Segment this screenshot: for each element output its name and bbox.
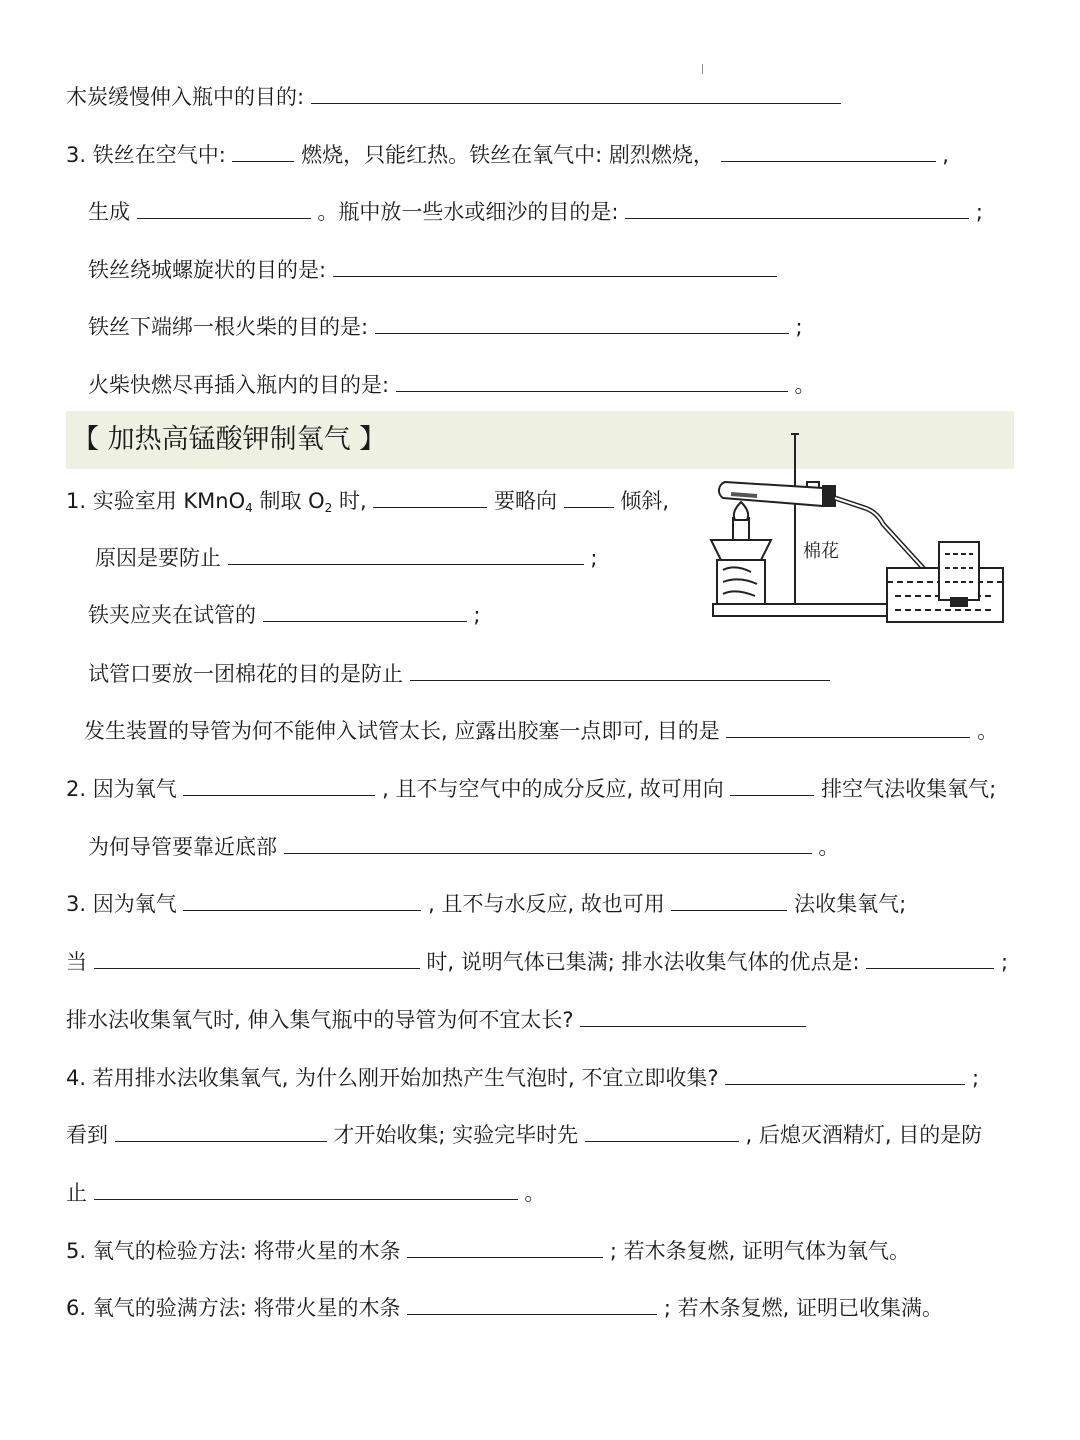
answer-blank[interactable] (137, 196, 311, 219)
line-text: 木炭缓慢伸入瓶中的目的: (66, 85, 305, 109)
cotton-label: 棉花 (803, 541, 839, 561)
line-text: 制取 O (252, 489, 325, 513)
q2-line-1 (66, 773, 996, 803)
answer-blank[interactable] (115, 1119, 327, 1142)
answer-blank[interactable] (564, 485, 614, 508)
answer-blank[interactable] (284, 831, 812, 854)
line-text: ; (590, 546, 598, 570)
line-text: 要略向 (494, 489, 558, 513)
answer-blank[interactable] (866, 946, 994, 969)
answer-blank[interactable] (311, 81, 841, 104)
answer-blank[interactable] (228, 542, 584, 565)
charcoal-purpose-line (66, 81, 841, 111)
answer-blank[interactable] (580, 1004, 806, 1027)
answer-blank[interactable] (375, 311, 789, 334)
line-text: 看到 (66, 1123, 108, 1147)
line-text: 才开始收集; 实验完毕时先 (333, 1123, 579, 1147)
line-text: , 且不与空气中的成分反应, 故可用向 (382, 777, 724, 801)
line-text: ; (971, 1066, 980, 1090)
gas-jar (939, 542, 979, 606)
q3-line-2 (66, 946, 1008, 976)
line-text: , 后熄灭酒精灯, 目的是防 (745, 1123, 983, 1147)
line-text: 火柴快燃尽再插入瓶内的目的是: (88, 373, 390, 397)
answer-blank[interactable] (396, 369, 788, 392)
apparatus-diagram (695, 432, 1015, 632)
line-text: ; (1000, 950, 1009, 974)
line-text: ; (473, 603, 481, 627)
line-text: 。 (794, 373, 816, 397)
page-mark (702, 64, 703, 74)
line-text: 止 (66, 1181, 87, 1205)
line-text: 2. 因为氧气 (66, 777, 177, 801)
answer-blank[interactable] (263, 599, 467, 622)
line-text: 排空气法收集氧气; (821, 777, 997, 801)
line-text: 铁丝下端绑一根火柴的目的是: (88, 315, 369, 339)
line-text: ; (795, 315, 803, 339)
line-text: 燃烧，只能红热。铁丝在氧气中: 剧烈燃烧， (301, 143, 714, 167)
line-text: 6. 氧气的验满方法: 将带火星的木条 (66, 1296, 401, 1320)
line-text: 法收集氧气; (794, 892, 907, 916)
answer-blank[interactable] (721, 139, 936, 162)
q4-line-3 (66, 1177, 545, 1207)
answer-blank[interactable] (410, 658, 830, 681)
line-text: ; 若木条复燃, 证明已收集满。 (663, 1296, 943, 1320)
line-text: 生成 (88, 200, 130, 224)
line-text: 3. 铁丝在空气中: (66, 143, 226, 167)
line-text: , 且不与水反应, 故也可用 (428, 892, 665, 916)
line-text: 铁丝绕城螺旋状的目的是: (88, 258, 327, 282)
line-text: 。 (524, 1181, 546, 1205)
q1-line-1 (66, 485, 669, 515)
line-text: 发生装置的导管为何不能伸入试管太长, 应露出胶塞一点即可, 目的是 (84, 719, 720, 743)
spiral-purpose-line (88, 254, 777, 284)
q1-line-3 (88, 599, 480, 629)
answer-blank[interactable] (585, 1119, 739, 1142)
iron-wire-air-line (66, 139, 949, 169)
match-insert-line (88, 369, 815, 399)
line-text: 试管口要放一团棉花的目的是防止 (88, 662, 403, 686)
line-text: 倾斜, (620, 489, 670, 513)
q2-line-2 (88, 831, 839, 861)
line-text: , (942, 143, 949, 167)
q1-line-5 (84, 715, 998, 745)
line-text: ; (975, 200, 983, 224)
subscript: 2 (324, 501, 333, 515)
line-text: 。 (818, 835, 840, 859)
line-text: 原因是要防止 (95, 546, 221, 570)
line-text: 3. 因为氧气 (66, 892, 177, 916)
line-text: 。 (977, 719, 999, 743)
answer-blank[interactable] (730, 773, 814, 796)
line-text: ; 若木条复燃, 证明气体为氧气。 (609, 1239, 910, 1263)
line-text: 铁夹应夹在试管的 (88, 603, 256, 627)
q1-line-2 (95, 542, 597, 572)
q4-line-1 (66, 1062, 979, 1092)
subscript: 4 (245, 501, 253, 515)
answer-blank[interactable] (407, 1292, 657, 1315)
alcohol-lamp (711, 502, 771, 604)
line-text: 4. 若用排水法收集氧气, 为什么刚开始加热产生气泡时, 不宜立即收集? (66, 1066, 719, 1090)
q1-line-4 (88, 658, 830, 688)
answer-blank[interactable] (625, 196, 969, 219)
line-text: 排水法收集氧气时, 伸入集气瓶中的导管为何不宜太长? (66, 1008, 574, 1032)
answer-blank[interactable] (725, 1062, 965, 1085)
q3-line-1 (66, 888, 906, 918)
answer-blank[interactable] (726, 715, 970, 738)
match-purpose-line (88, 311, 803, 341)
q5-line (66, 1235, 910, 1265)
line-text: 。瓶中放一些水或细沙的目的是: (317, 200, 619, 224)
line-text: 为何导管要靠近底部 (88, 835, 277, 859)
answer-blank[interactable] (373, 485, 487, 508)
section-title: 【 加热高锰酸钾制氧气 】 (72, 424, 387, 455)
answer-blank[interactable] (232, 139, 294, 162)
q4-line-2 (66, 1119, 982, 1149)
answer-blank[interactable] (183, 773, 375, 796)
line-text: 1. 实验室用 KMnO (66, 489, 246, 513)
line-text: 时, (332, 489, 367, 513)
q3-line-3 (66, 1004, 806, 1034)
answer-blank[interactable] (671, 888, 787, 911)
answer-blank[interactable] (407, 1235, 603, 1258)
line-text: 时, 说明气体已集满; 排水法收集气体的优点是: (426, 950, 860, 974)
answer-blank[interactable] (183, 888, 421, 911)
iron-wire-product-line (88, 196, 983, 226)
answer-blank[interactable] (94, 946, 420, 969)
line-text: 5. 氧气的检验方法: 将带火星的木条 (66, 1239, 401, 1263)
q6-line (66, 1292, 943, 1322)
line-text: 当 (66, 950, 87, 974)
answer-blank[interactable] (333, 254, 777, 277)
answer-blank[interactable] (94, 1177, 518, 1200)
